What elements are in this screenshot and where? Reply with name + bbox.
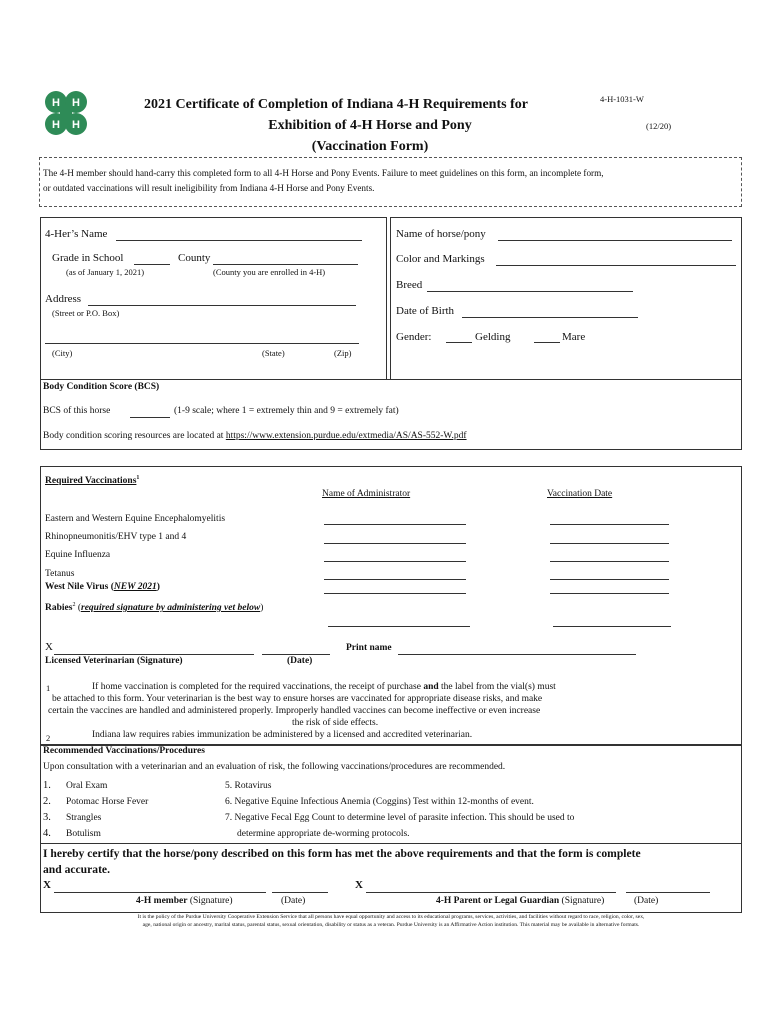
breed-field[interactable] — [427, 291, 633, 292]
footnote-1-line2: be attached to this form. Your veterinarian is the best way to ensure horses are vaccinated for appropriate disease risks, and make — [52, 694, 543, 704]
svg-text:H: H — [72, 119, 80, 131]
admin-field-1[interactable] — [324, 524, 466, 525]
4-h-clover-icon — [38, 86, 94, 142]
color-markings-label: Color and Markings — [396, 253, 485, 265]
rec-num-1: 1. — [43, 780, 51, 791]
svg-text:H: H — [52, 119, 60, 131]
date-field-4[interactable] — [550, 579, 669, 580]
state-note: (State) — [262, 348, 285, 358]
admin-field-4[interactable] — [324, 579, 466, 580]
certify-line2: and accurate. — [43, 863, 110, 876]
dob-label: Date of Birth — [396, 305, 455, 317]
parent-signature-field[interactable] — [366, 892, 616, 893]
parent-signature-label: 4-H Parent or Legal Guardian (Signature) — [436, 896, 605, 906]
bcs-heading: Body Condition Score (BCS) — [43, 382, 160, 392]
county-label: County — [178, 252, 211, 264]
rec-num-4: 4. — [43, 828, 51, 839]
rec-num-3: 3. — [43, 812, 51, 823]
color-markings-field[interactable] — [496, 265, 736, 266]
member-x-mark: X — [43, 879, 51, 891]
grade-field[interactable] — [134, 264, 170, 265]
notice-box — [39, 157, 742, 207]
rec-item-botulism: Botulism — [66, 829, 101, 839]
date-field-5[interactable] — [550, 593, 669, 594]
grade-label: Grade in School — [52, 252, 124, 264]
col-admin-header: Name of Administrator — [322, 489, 411, 499]
date-field-1[interactable] — [550, 524, 669, 525]
bcs-resources-link[interactable]: https://www.extension.purdue.edu/extmedia/AS/AS-552-W.pdf — [225, 431, 467, 441]
rec-item-strangles: Strangles — [66, 813, 102, 823]
street-note: (Street or P.O. Box) — [52, 308, 120, 318]
vet-signature-field[interactable] — [54, 654, 254, 655]
vaccine-west-nile: West Nile Virus (NEW 2021) — [45, 582, 160, 592]
member-date-field[interactable] — [272, 892, 328, 893]
svg-text:H: H — [72, 97, 80, 109]
gelding-label: Gelding — [475, 331, 511, 343]
vaccine-influenza: Equine Influenza — [45, 550, 111, 560]
col-date-header: Vaccination Date — [547, 489, 613, 499]
form-number: 4-H-1031-W — [600, 94, 644, 104]
mare-label: Mare — [562, 331, 586, 343]
notice-line2: or outdated vaccinations will result ineligibility from Indiana 4-H Horse and Pony Events. — [43, 183, 375, 193]
form-date: (12/20) — [646, 121, 672, 131]
vet-signature-label: Licensed Veterinarian (Signature) — [45, 656, 183, 666]
parent-date-label: (Date) — [634, 896, 659, 906]
form-title-line1: 2021 Certificate of Completion of Indiana 4-H Requirements for — [144, 97, 528, 112]
certify-line1: I hereby certify that the horse/pony described on this form has met the above requirements and that the form is complete — [43, 847, 641, 860]
zip-note: (Zip) — [334, 348, 352, 358]
gender-label: Gender: — [396, 331, 432, 343]
admin-field-2[interactable] — [324, 543, 466, 544]
bcs-scale-text: (1-9 scale; where 1 = extremely thin and 9 = extremely fat) — [174, 406, 399, 416]
footnote-1-line4: the risk of side effects. — [292, 718, 379, 728]
recommended-heading: Recommended Vaccinations/Procedures — [43, 746, 205, 756]
vaccine-tetanus: Tetanus — [45, 569, 75, 579]
city-note: (City) — [52, 348, 73, 358]
vet-date-label: (Date) — [287, 656, 313, 666]
rec-item-fecal-cont: determine appropriate de-worming protocols. — [237, 829, 410, 839]
gelding-checkbox-line[interactable] — [446, 342, 472, 343]
city-state-zip-field[interactable] — [45, 343, 359, 344]
footnote-1-marker: 1 — [46, 683, 51, 693]
vet-x-mark: X — [45, 641, 53, 653]
vaccine-eee-wee: Eastern and Western Equine Encephalomyelitis — [45, 514, 226, 524]
member-signature-label: 4-H member (Signature) — [136, 896, 233, 906]
breed-label: Breed — [396, 279, 423, 291]
policy-line2: age, national origin or ancestry, marital status, parental status, sexual orientation, disability or status as a veteran. Purdue University is an Affirmative Action institution. This material may be available in alternative formats. — [142, 922, 640, 928]
member-signature-field[interactable] — [54, 892, 266, 893]
admin-field-3[interactable] — [324, 561, 466, 562]
svg-text:H: H — [52, 97, 60, 109]
footnote-1-line1: If home vaccination is completed for the required vaccinations, the receipt of purchase and the label from the vial(s) must — [92, 682, 556, 692]
address-label: Address — [45, 293, 82, 305]
admin-field-rabies[interactable] — [328, 626, 470, 627]
grade-note: (as of January 1, 2021) — [66, 267, 145, 277]
mare-checkbox-line[interactable] — [534, 342, 560, 343]
notice-line1: The 4-H member should hand-carry this completed form to all 4-H Horse and Pony Events. Failure to meet guidelines on this form, an incomplete form, — [43, 168, 604, 178]
county-field[interactable] — [213, 264, 358, 265]
policy-line1: It is the policy of the Purdue University Cooperative Extension Service that all persons have equal opportunity and access to its educational programs, services, activities, and facilities without regard to race, religion, color, sex, — [137, 914, 645, 920]
bcs-resources-text: Body condition scoring resources are located at https://www.extension.purdue.edu/extmedia/AS/AS-552-W.pdf — [43, 431, 467, 441]
footnote-2-marker: 2 — [46, 733, 51, 743]
rec-item-fecal: 7. Negative Fecal Egg Count to determine level of parasite infection. This should be used to — [225, 813, 575, 823]
date-field-2[interactable] — [550, 543, 669, 544]
recommended-intro: Upon consultation with a veterinarian and an evaluation of risk, the following vaccinations/procedures are recommended. — [43, 762, 506, 772]
dob-field[interactable] — [462, 317, 638, 318]
parent-x-mark: X — [355, 879, 363, 891]
member-date-label: (Date) — [281, 896, 306, 906]
horse-name-field[interactable] — [498, 240, 732, 241]
member-name-field[interactable] — [116, 240, 362, 241]
bcs-line-label: BCS of this horse — [43, 406, 111, 416]
horse-info-box — [390, 217, 742, 380]
rec-num-2: 2. — [43, 796, 51, 807]
form-title-line2: Exhibition of 4-H Horse and Pony — [268, 118, 472, 133]
horse-name-label: Name of horse/pony — [396, 228, 486, 240]
rec-item-coggins: 6. Negative Equine Infectious Anemia (Coggins) Test within 12-months of event. — [225, 797, 534, 807]
parent-date-field[interactable] — [626, 892, 710, 893]
address-field[interactable] — [88, 305, 356, 306]
print-name-label: Print name — [346, 643, 392, 653]
vaccination-heading: Required Vaccinations$^1$ — [45, 475, 140, 487]
footnote-1-line3: certain the vaccines are handled and administered properly. Improperly handled vaccines can become ineffective or even increase — [48, 706, 541, 716]
footnote-2-text: Indiana law requires rabies immunization be administered by a licensed and accredited veterinarian. — [92, 730, 473, 740]
bcs-score-field[interactable] — [130, 417, 170, 418]
county-note: (County you are enrolled in 4-H) — [213, 267, 326, 277]
member-name-label: 4-Her’s Name — [45, 228, 108, 240]
vaccine-rabies: Rabies$^2$ (required signature by administering vet below) — [45, 602, 264, 614]
form-title-line3: (Vaccination Form) — [311, 139, 429, 154]
vaccine-rhino-ehv: Rhinopneumonitis/EHV type 1 and 4 — [45, 532, 187, 542]
rec-item-rotavirus: 5. Rotavirus — [225, 781, 272, 791]
admin-field-5[interactable] — [324, 593, 466, 594]
rec-item-potomac: Potomac Horse Fever — [66, 797, 149, 807]
date-field-rabies[interactable] — [553, 626, 671, 627]
vet-date-field[interactable] — [262, 654, 330, 655]
print-name-field[interactable] — [398, 654, 636, 655]
date-field-3[interactable] — [550, 561, 669, 562]
rec-item-oral-exam: Oral Exam — [66, 781, 108, 791]
